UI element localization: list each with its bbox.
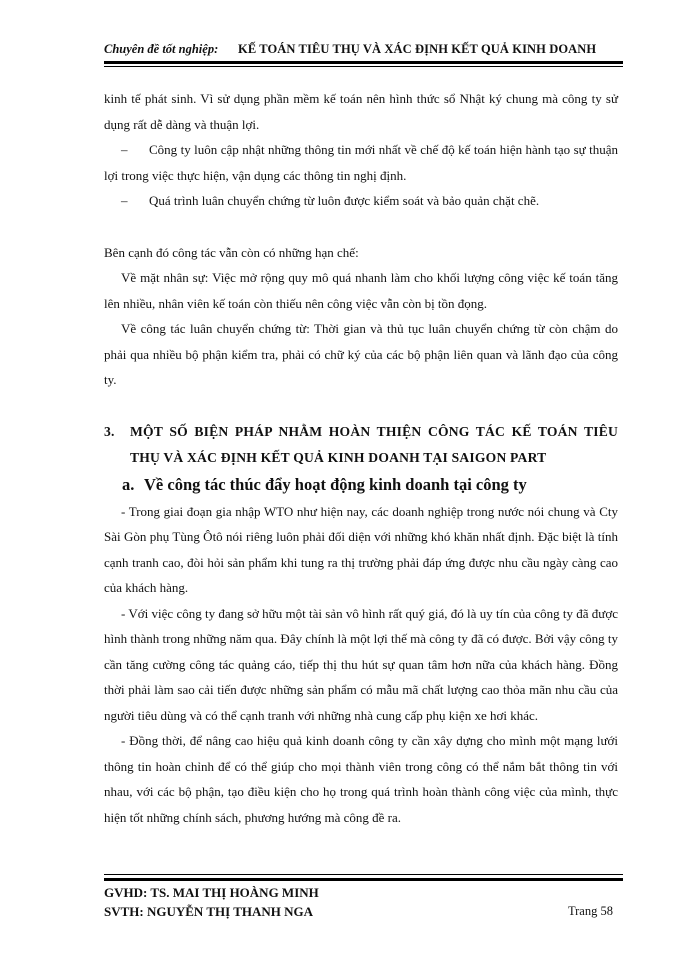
- footer-rule-thin: [104, 874, 623, 875]
- section-heading: [104, 419, 618, 471]
- footer-rule-thick: [104, 878, 623, 881]
- section-number: 3.: [104, 423, 115, 439]
- footer-student: SVTH: NGUYỄN THỊ THANH NGA: [104, 904, 313, 919]
- running-footer: [104, 883, 623, 921]
- bullet-text: Công ty luôn cập nhật những thông tin mới nhất về chế độ kế toán hiện hành tạo sự thuận lợi trong việc thực hiện, vận dụng các thông tin nghị định.: [104, 142, 618, 183]
- header-title: KẾ TOÁN TIÊU THỤ VÀ XÁC ĐỊNH KẾT QUẢ KINH DOANH: [238, 42, 597, 56]
- subsection-heading: [104, 471, 618, 499]
- bullet-marker: –: [121, 193, 128, 208]
- paragraph: kinh tế phát sinh. Vì sử dụng phần mềm kế toán nên hình thức sổ Nhật ký chung mà công ty sử dụng rất dễ dàng và thuận lợi.: [104, 91, 618, 132]
- bullet-item: [104, 137, 618, 188]
- paragraph: Về mặt nhân sự: Việc mở rộng quy mô quá nhanh làm cho khối lượng công việc kế toán tăng lên nhiều, nhân viên kế toán còn thiếu nên công việc vẫn còn bị tồn đọng.: [104, 270, 618, 311]
- header-left: Chuyên đề tốt nghiệp:: [104, 42, 219, 56]
- spacer: [104, 214, 618, 240]
- header-rule-thin: [104, 66, 623, 67]
- paragraph: - Trong giai đoạn gia nhập WTO như hiện nay, các doanh nghiệp trong nước nói chung và Cty Sài Gòn phụ Tùng Ôtô nói riêng luôn phải đối diện với những khó khăn nhất định. Đặc biệt là tính cạnh tranh cao, đòi hỏi sản phẩm khi tung ra thị trường phải đáp ứng được nhu cầu ngày càng cao của khách hàng.: [104, 503, 618, 595]
- header-rule-thick: [104, 61, 623, 64]
- page-body: [104, 86, 618, 830]
- running-header: [104, 42, 624, 57]
- paragraph: Bên cạnh đó công tác vẫn còn có những hạn chế:: [104, 244, 359, 260]
- section-title: MỘT SỐ BIỆN PHÁP NHẰM HOÀN THIỆN CÔNG TÁC KẾ TOÁN TIÊU THỤ VÀ XÁC ĐỊNH KẾT QUẢ KINH DOANH TẠI SAIGON PART: [130, 423, 618, 465]
- subsection-title: Về công tác thúc đẩy hoạt động kinh doanh tại công ty: [144, 474, 527, 494]
- paragraph: Về công tác luân chuyển chứng từ: Thời gian và thủ tục luân chuyển chứng từ còn chậm do phải qua nhiều bộ phận kiểm tra, phải có chữ ký của các bộ phận liên quan và lãnh đạo của công ty.: [104, 321, 618, 387]
- footer-advisor: GVHD: TS. MAI THỊ HOÀNG MINH: [104, 885, 319, 900]
- bullet-text: Quá trình luân chuyển chứng từ luôn được kiểm soát và bảo quản chặt chẽ.: [149, 193, 540, 208]
- bullet-marker: –: [121, 142, 128, 157]
- paragraph: - Đồng thời, để nâng cao hiệu quả kinh doanh công ty cần xây dựng cho mình một mạng lưới thông tin hoàn chỉnh để có thể giúp cho mọi thành viên trong công có thể nắm bắt thông tin với nhau, với các bộ phận, tạo điều kiện cho họ trong quá trình hoàn thành công việc của mình, thực hiện tốt những chính sách, phương hướng mà công đề ra.: [104, 733, 618, 825]
- paragraph: - Với việc công ty đang sở hữu một tài sản vô hình rất quý giá, đó là uy tín của công ty đã được hình thành trong những năm qua. Đây chính là một lợi thế mà công ty đã có được. Bởi vậy công ty cần tăng cường công tác quảng cáo, tiếp thị thu hút sự quan tâm hơn nữa của khách hàng. Đồng thời phải làm sao cải tiến được những sản phẩm có mẫu mã chất lượng cao thỏa mãn nhu cầu của người tiêu dùng và có thể cạnh tranh với những nhà cung cấp phụ kiện xe hơi khác.: [104, 605, 618, 723]
- page-number: Trang 58: [567, 904, 613, 918]
- spacer: [104, 393, 618, 419]
- subsection-letter: a.: [122, 474, 135, 494]
- bullet-item: [104, 188, 618, 214]
